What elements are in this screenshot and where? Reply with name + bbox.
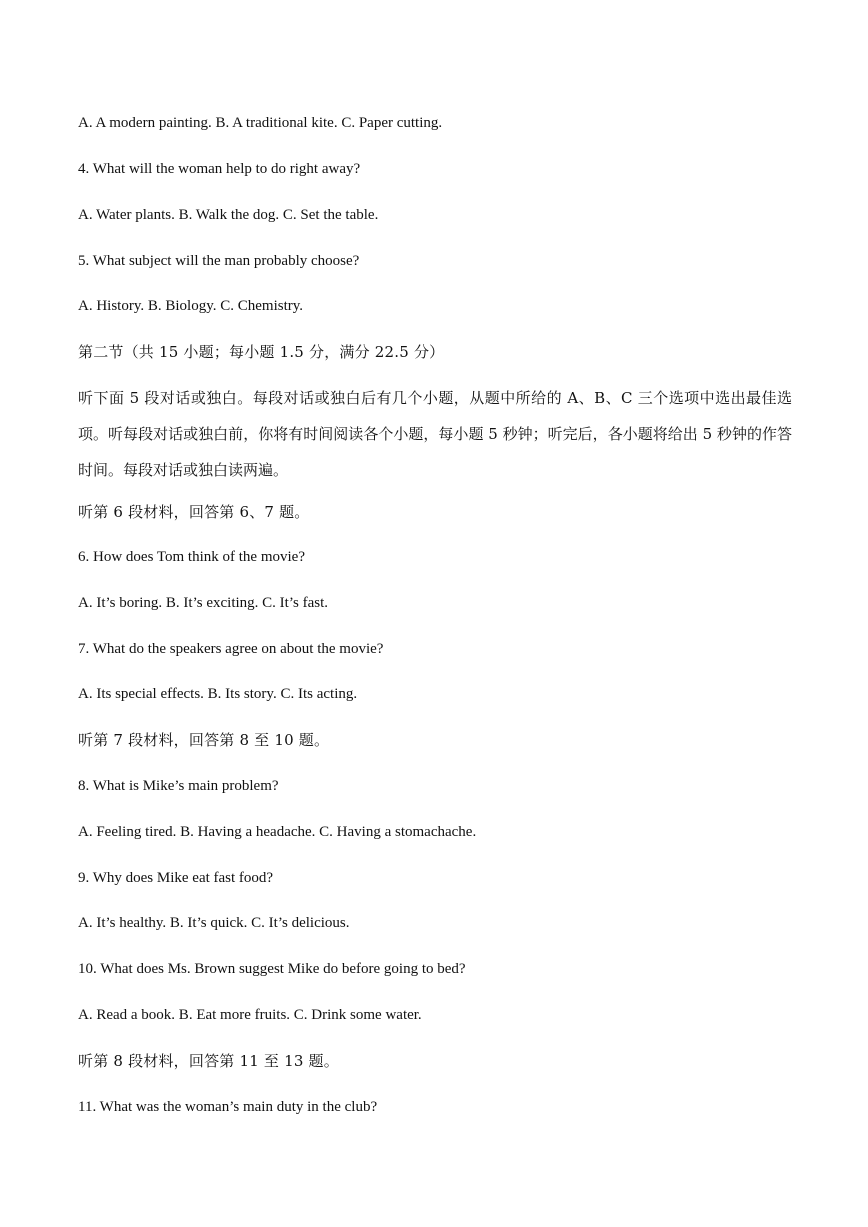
q6-question: 6. How does Tom think of the movie? bbox=[78, 549, 305, 565]
material-6-heading: 听第 6 段材料，回答第 6、7 题。 bbox=[78, 503, 310, 521]
section-heading: 第二节（共 15 小题；每小题 1.5 分，满分 22.5 分） bbox=[78, 343, 445, 361]
q3-options: A. A modern painting. B. A traditional kite. C. Paper cutting. bbox=[78, 115, 443, 131]
q6-options: A. It’s boring. B. It’s exciting. C. It’s fast. bbox=[78, 595, 328, 611]
section-instructions: 听下面 5 段对话或独白。每段对话或独白后有几个小题，从题中所给的 A、B、C 三个选项中选出最佳选项。听每段对话或独白前，你将有时间阅读各个小题，每小题 5 秒钟；听完后，各小题将给出 5 秒钟的作答时间。每段对话或独白读两遍。 bbox=[78, 389, 792, 479]
q7-question: 7. What do the speakers agree on about the movie? bbox=[78, 641, 384, 657]
q5-options: A. History. B. Biology. C. Chemistry. bbox=[78, 298, 304, 314]
q8-question: 8. What is Mike’s main problem? bbox=[78, 778, 279, 794]
material-8-heading: 听第 8 段材料，回答第 11 至 13 题。 bbox=[78, 1052, 339, 1070]
q10-options: A. Read a book. B. Eat more fruits. C. Drink some water. bbox=[78, 1007, 422, 1023]
q7-options: A. Its special effects. B. Its story. C. Its acting. bbox=[78, 686, 358, 702]
q9-options: A. It’s healthy. B. It’s quick. C. It’s delicious. bbox=[78, 915, 350, 931]
q4-options: A. Water plants. B. Walk the dog. C. Set the table. bbox=[78, 207, 379, 223]
q4-question: 4. What will the woman help to do right away? bbox=[78, 161, 361, 177]
q10-question: 10. What does Ms. Brown suggest Mike do before going to bed? bbox=[78, 961, 466, 977]
q11-question: 11. What was the woman’s main duty in the club? bbox=[78, 1099, 378, 1115]
q8-options: A. Feeling tired. B. Having a headache. C. Having a stomachache. bbox=[78, 824, 477, 840]
material-7-heading: 听第 7 段材料，回答第 8 至 10 题。 bbox=[78, 731, 330, 749]
q9-question: 9. Why does Mike eat fast food? bbox=[78, 870, 274, 886]
q5-question: 5. What subject will the man probably choose? bbox=[78, 253, 360, 269]
